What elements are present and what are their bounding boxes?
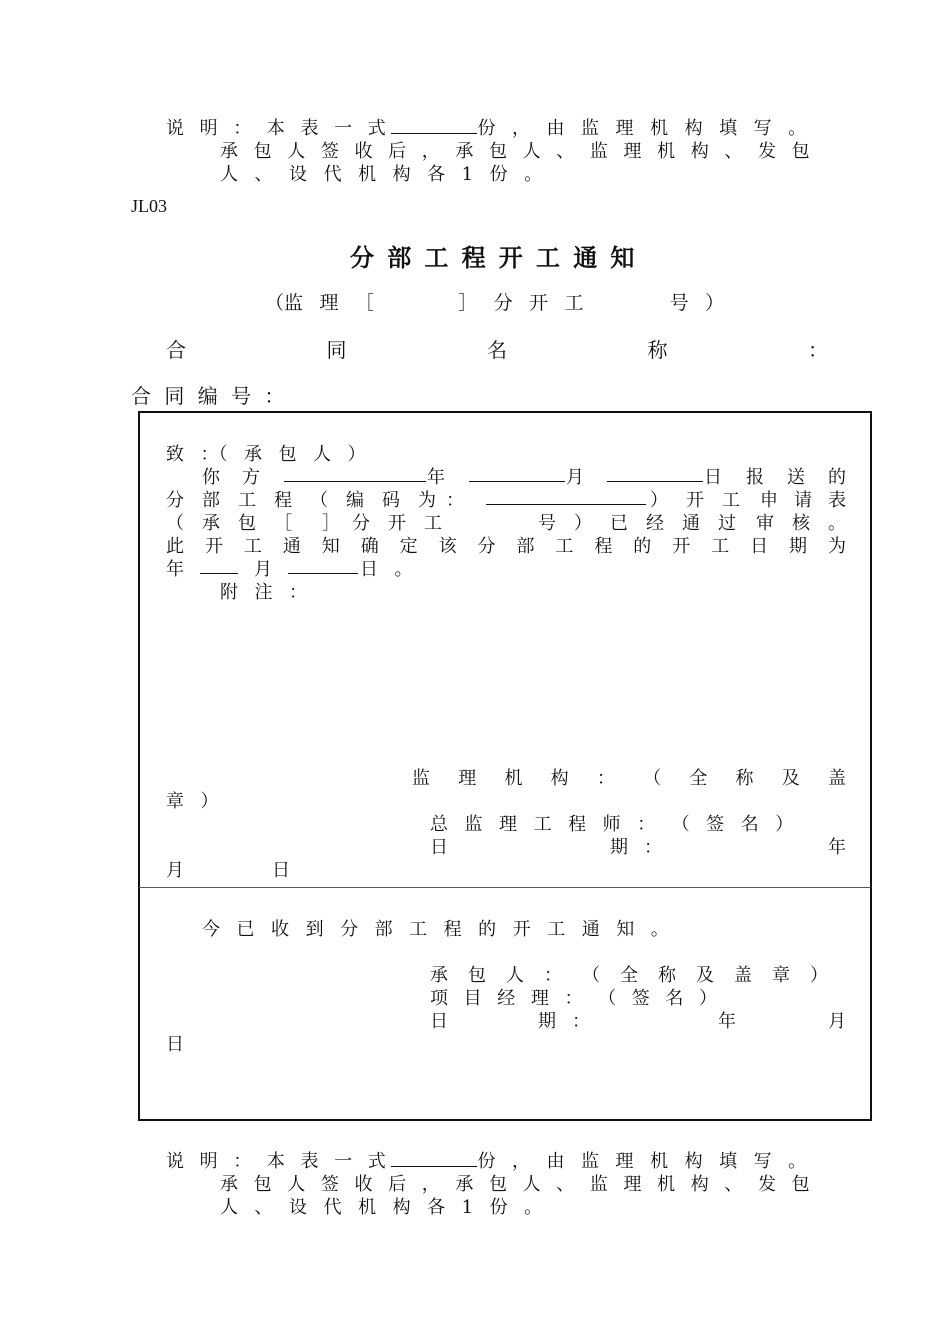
form-code: JL03: [131, 196, 167, 216]
top-note-suffix: 份 ， 由 监 理 机 构 填 写 。: [477, 118, 807, 139]
notice-line2: 分 部 工 程 （ 编 码 为 ： ） 开 工 申 请 表: [166, 486, 846, 508]
notice-line1: 你 方 年 月 日 报 送 的: [166, 463, 846, 485]
project-manager-line: 项 目 经 理 ： （ 签 名 ）: [430, 988, 717, 1009]
start-month-blank: [200, 555, 238, 574]
receipt-date-line: 日 期 ： 年 月: [430, 1011, 846, 1032]
subtitle-suffix: 号 ）: [669, 292, 725, 314]
bottom-note-line2: 承 包 人 签 收 后 ， 承 包 人 、 监 理 机 构 、 发 包: [220, 1174, 810, 1195]
contractor-line: 承 包 人 ： （ 全 称 及 盖 章 ）: [430, 965, 828, 986]
bottom-note-line3: 人 、 设 代 机 构 各 1 份 。: [220, 1197, 543, 1218]
code-blank: [486, 486, 646, 505]
addressee: 致 ：（ 承 包 人 ）: [166, 444, 366, 465]
attachment-label: 附 注 ：: [220, 582, 308, 603]
notice-date-tail: 月 日: [166, 860, 290, 881]
copies-blank: [391, 115, 477, 134]
top-note-line3: 人 、 设 代 机 构 各 1 份 。: [220, 164, 543, 185]
supervisor-org-tail: 章 ）: [166, 791, 219, 812]
start-day-blank: [288, 555, 358, 574]
section-divider: [139, 887, 871, 888]
submit-day-blank: [607, 463, 703, 482]
bottom-note-suffix: 份 ， 由 监 理 机 构 填 写 。: [477, 1151, 807, 1172]
subtitle-prefix: （监 理 ［: [265, 292, 374, 314]
notice-line5: 年 月 日 。: [166, 555, 846, 577]
receipt-date-tail: 日: [166, 1034, 184, 1055]
notice-line4: 此 开 工 通 知 确 定 该 分 部 工 程 的 开 工 日 期 为: [166, 536, 846, 557]
submit-year-blank: [284, 463, 426, 482]
contract-number-label: 合 同 编 号 ：: [131, 384, 285, 408]
chief-engineer-line: 总 监 理 工 程 师 ： （ 签 名 ）: [430, 814, 794, 835]
top-note-line2: 承 包 人 签 收 后 ， 承 包 人 、 监 理 机 构 、 发 包: [220, 141, 810, 162]
subtitle-mid: ］ 分 开 工: [458, 292, 584, 314]
submit-month-blank: [469, 463, 565, 482]
supervisor-org-line: 监 理 机 构 ： （ 全 称 及 盖: [412, 768, 846, 789]
top-note-prefix: 说 明 ： 本 表 一 式: [166, 118, 386, 139]
notice-date-line: 日 期 ： 年: [430, 837, 846, 858]
contract-name-label: 合 同 名 称 ：: [166, 338, 828, 362]
page-title: 分部工程开工通知: [350, 244, 648, 272]
notice-line3: （ 承 包 ［ ］ 分 开 工 号 ） 已 经 通 过 审 核 。: [166, 513, 846, 534]
bottom-note-prefix: 说 明 ： 本 表 一 式: [166, 1151, 386, 1172]
bottom-copies-blank: [391, 1148, 477, 1167]
receipt-text: 今 已 收 到 分 部 工 程 的 开 工 通 知 。: [202, 919, 669, 940]
subtitle: [265, 288, 724, 315]
